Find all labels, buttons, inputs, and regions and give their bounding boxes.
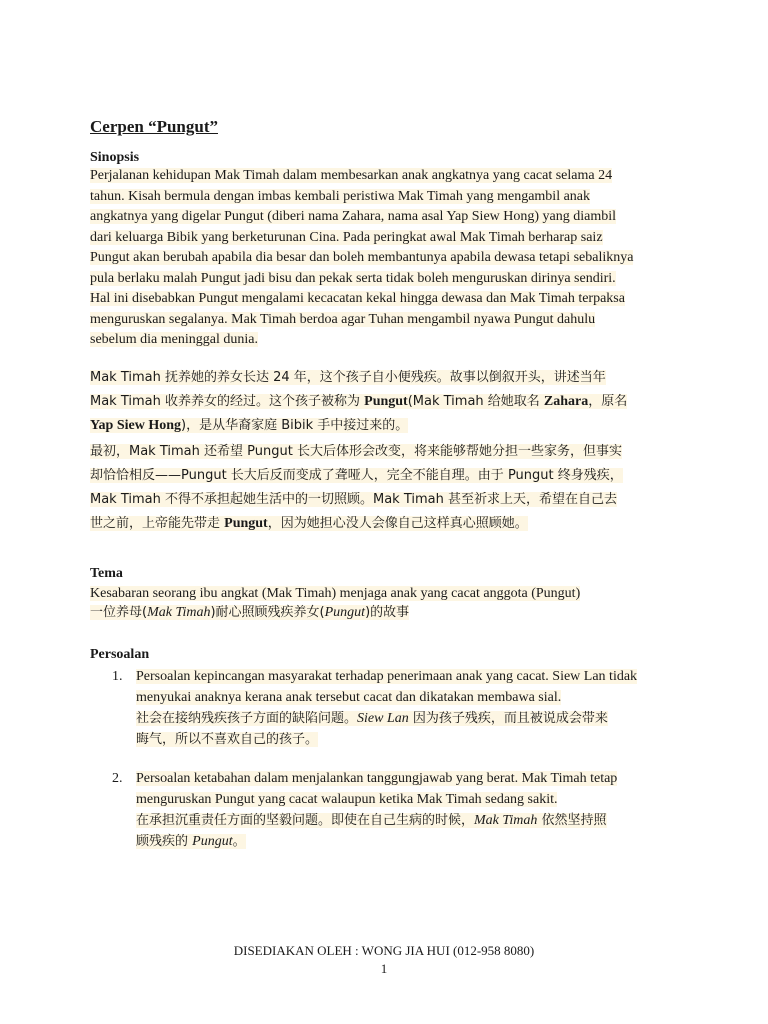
- zh-italic-name: Mak Timah: [147, 605, 211, 620]
- zh-text: ，原名: [588, 394, 628, 409]
- zh-italic-name: Pungut: [324, 605, 366, 620]
- list-number: 1.: [112, 669, 123, 684]
- zh-line: [90, 605, 409, 620]
- item-line: menyukai anaknya kerana anak tersebut cacat dan dikatakan membawa sial.: [136, 690, 562, 705]
- zh-text: 顾残疾的: [136, 834, 193, 849]
- item-line: menguruskan Pungut yang cacat walaupun ketika Mak Timah sedang sakit.: [136, 792, 558, 807]
- sinopsis-line: angkatnya yang digelar Pungut (diberi nama Zahara, nama asal Yap Siew Hong) yang diambil: [90, 209, 617, 224]
- zh-text: 社会在接纳残疾孩子方面的缺陷问题。: [136, 711, 358, 726]
- zh-bold-name: Pungut: [224, 516, 268, 531]
- zh-italic-name: Siew Lan: [357, 711, 409, 726]
- zh-bold-name: Zahara: [543, 394, 589, 409]
- sinopsis-line: Perjalanan kehidupan Mak Timah dalam membesarkan anak angkatnya yang cacat selama 24: [90, 168, 613, 183]
- sinopsis-line: pula berlaku malah Pungut jadi bisu dan pekak serta tidak boleh menguruskan dirinya sendiri.: [90, 270, 616, 286]
- footer-credit: DISEDIAKAN OLEH : WONG JIA HUI (012-958 8080): [233, 943, 535, 958]
- tema-heading: Tema: [90, 566, 123, 581]
- zh-text: 世之前，上帝能先带走: [90, 516, 225, 531]
- zh-line: [90, 394, 627, 409]
- tema-line: Kesabaran seorang ibu angkat (Mak Timah) menjaga anak yang cacat anggota (Pungut): [90, 586, 581, 601]
- zh-bold-name: Pungut: [364, 394, 408, 409]
- zh-text: )的故事: [365, 605, 410, 620]
- sinopsis-chinese-paragraph-2: [90, 440, 682, 536]
- item-zh-line: 晦气，所以不喜欢自己的孩子。: [136, 732, 319, 747]
- sinopsis-line: tahun. Kisah bermula dengan imbas kembali peristiwa Mak Timah yang mengambil anak: [90, 188, 591, 204]
- zh-text: )耐心照顾残疾养女(: [210, 605, 325, 620]
- zh-text: 在承担沉重责任方面的坚毅问题。即使在自己生病的时候，: [136, 813, 475, 828]
- tema-chinese-line: [90, 601, 682, 625]
- document-title: Cerpen “Pungut”: [90, 117, 218, 136]
- sinopsis-line: dari keluarga Bibik yang berketurunan Cina. Pada peringkat awal Mak Timah berharap saiz: [90, 229, 603, 245]
- sinopsis-line: menguruskan segalanya. Mak Timah berdoa agar Tuhan mengambil nyawa Pungut dahulu: [90, 311, 596, 327]
- persoalan-item: [90, 768, 682, 852]
- zh-line: Mak Timah 抚养她的养女长达 24 年，这个孩子自小便残疾。故事以倒叙开头，讲述当年: [90, 370, 606, 385]
- zh-text: 依然坚持照: [537, 813, 607, 828]
- item-zh-line: [136, 813, 607, 828]
- sinopsis-line: sebelum dia meninggal dunia.: [90, 332, 258, 347]
- zh-line: [90, 516, 528, 531]
- zh-text: (Mak Timah 给她取名: [407, 394, 544, 409]
- sinopsis-paragraph: [90, 166, 682, 351]
- zh-line: Mak Timah 不得不承担起她生活中的一切照顾。Mak Timah 甚至祈求上天，希望在自己去: [90, 492, 617, 507]
- persoalan-heading: Persoalan: [90, 647, 150, 662]
- page-footer: [0, 942, 768, 978]
- sinopsis-line: Hal ini disebabkan Pungut mengalami kecacatan kekal hingga dewasa dan Mak Timah terpaksa: [90, 291, 625, 306]
- sinopsis-chinese-paragraph-1: [90, 366, 682, 438]
- zh-text: ，因为她担心没人会像自己这样真心照顾她。: [267, 516, 528, 531]
- zh-bold-name: Yap Siew Hong: [90, 418, 182, 433]
- zh-text: )，是从华裔家庭 Bibik 手中接过来的。: [181, 418, 409, 433]
- sinopsis-heading: Sinopsis: [90, 150, 140, 165]
- item-line: Persoalan ketabahan dalam menjalankan tanggungjawab yang berat. Mak Timah tetap: [136, 771, 618, 786]
- item-zh-line: [136, 834, 246, 849]
- zh-line: 却恰恰相反——Pungut 长大后反而变成了聋哑人，完全不能自理。由于 Pungut 终身残疾，: [90, 468, 623, 483]
- page-number: 1: [380, 961, 388, 976]
- zh-line: [90, 418, 408, 433]
- zh-text: 一位养母(: [90, 605, 148, 620]
- zh-italic-name: Pungut: [192, 834, 233, 849]
- list-number: 2.: [112, 771, 123, 786]
- item-zh-line: [136, 711, 608, 726]
- zh-italic-name: Mak Timah: [474, 813, 538, 828]
- zh-text: 因为孩子残疾，而且被说成会带来: [408, 711, 608, 726]
- zh-text: Mak Timah 收养养女的经过。这个孩子被称为: [90, 394, 365, 409]
- zh-line: 最初，Mak Timah 还希望 Pungut 长大后体形会改变，将来能够帮她分担一些家务，但事实: [90, 444, 622, 459]
- zh-text: 。: [232, 834, 246, 849]
- sinopsis-line: Pungut akan berubah apabila dia besar dan boleh membantunya apabila dewasa tetapi sebaliknya: [90, 250, 634, 265]
- item-line: Persoalan kepincangan masyarakat terhadap penerimaan anak yang cacat. Siew Lan tidak: [136, 669, 638, 684]
- persoalan-item: [90, 666, 682, 750]
